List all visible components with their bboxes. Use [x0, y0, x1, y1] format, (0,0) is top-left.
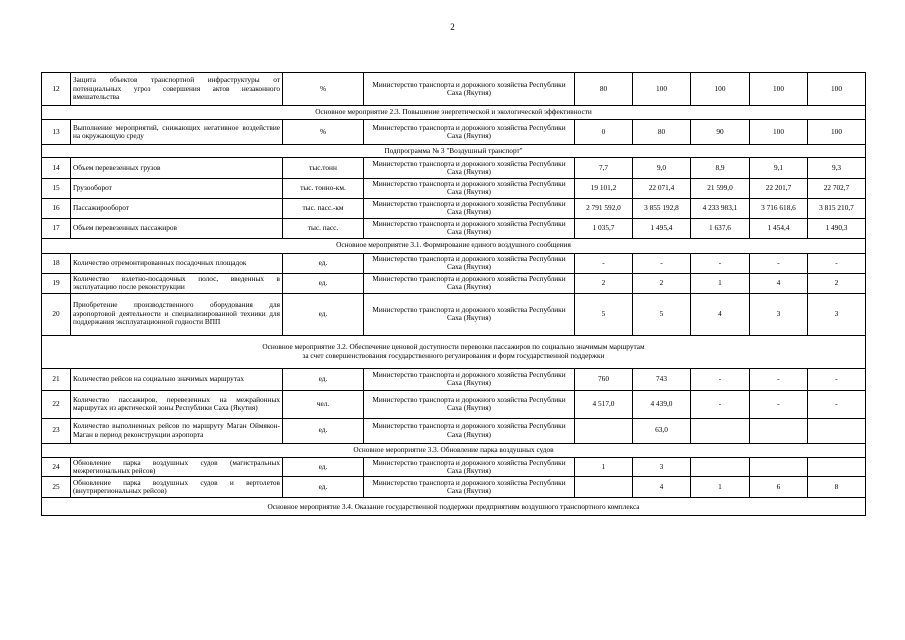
- value-cell: [808, 457, 866, 477]
- table-row: [42, 179, 866, 199]
- table-row: [42, 218, 866, 238]
- row-number: 12: [42, 73, 71, 106]
- table-body: [42, 73, 866, 516]
- value-cell: 3: [750, 293, 808, 335]
- value-cell: 100: [808, 120, 866, 145]
- value-cell: 0: [575, 120, 633, 145]
- indicator-name: Количество рейсов на социально значимых маршрутах: [71, 368, 283, 390]
- value-cell: -: [750, 390, 808, 418]
- value-cell: -: [633, 253, 691, 273]
- section-row: [42, 443, 866, 457]
- value-cell: 100: [633, 73, 691, 106]
- value-cell: -: [808, 368, 866, 390]
- value-cell: 21 599,0: [691, 179, 750, 199]
- value-cell: [750, 457, 808, 477]
- unit-cell: ед.: [283, 253, 364, 273]
- unit-cell: ед.: [283, 477, 364, 498]
- table-row: [42, 120, 866, 145]
- value-cell: [575, 477, 633, 498]
- value-cell: 80: [575, 73, 633, 106]
- value-cell: 90: [691, 120, 750, 145]
- executor-cell: Министерство транспорта и дорожного хозяйства Республики Саха (Якутия): [364, 418, 575, 443]
- value-cell: 3 716 618,6: [750, 198, 808, 218]
- unit-cell: тыс. тонно-км.: [283, 179, 364, 199]
- section-title-line: Основное мероприятие 2.3. Повышение энергетической и экологической эффективности: [315, 107, 592, 117]
- row-number: 17: [42, 218, 71, 238]
- table-row: [42, 158, 866, 179]
- value-cell: 743: [633, 368, 691, 390]
- table-row: [42, 73, 866, 106]
- executor-cell: Министерство транспорта и дорожного хозяйства Республики Саха (Якутия): [364, 73, 575, 106]
- section-title-line: Основное мероприятие 3.2. Обеспечение ценовой доступности перевозки пассажиров по социально значимым маршрутам: [262, 342, 645, 352]
- value-cell: 4: [691, 293, 750, 335]
- value-cell: 8: [808, 477, 866, 498]
- executor-cell: Министерство транспорта и дорожного хозяйства Республики Саха (Якутия): [364, 179, 575, 199]
- section-row: [42, 238, 866, 253]
- indicator-name: Объем перевезенных грузов: [71, 158, 283, 179]
- indicators-table: [41, 72, 866, 516]
- row-number: 15: [42, 179, 71, 199]
- value-cell: 5: [633, 293, 691, 335]
- value-cell: 5: [575, 293, 633, 335]
- executor-cell: Министерство транспорта и дорожного хозяйства Республики Саха (Якутия): [364, 120, 575, 145]
- value-cell: -: [750, 253, 808, 273]
- row-number: 20: [42, 293, 71, 335]
- table-row: [42, 457, 866, 477]
- value-cell: 7,7: [575, 158, 633, 179]
- table-row: [42, 390, 866, 418]
- value-cell: -: [808, 253, 866, 273]
- executor-cell: Министерство транспорта и дорожного хозяйства Республики Саха (Якутия): [364, 158, 575, 179]
- indicator-name: Защита объектов транспортной инфраструктуры от потенциальных угроз совершения актов незаконного вмешательства: [71, 73, 283, 106]
- section-row: [42, 335, 866, 368]
- table-row: [42, 368, 866, 390]
- value-cell: -: [575, 253, 633, 273]
- value-cell: 1 495,4: [633, 218, 691, 238]
- value-cell: 760: [575, 368, 633, 390]
- executor-cell: Министерство транспорта и дорожного хозяйства Республики Саха (Якутия): [364, 198, 575, 218]
- value-cell: [691, 457, 750, 477]
- unit-cell: %: [283, 73, 364, 106]
- executor-cell: Министерство транспорта и дорожного хозяйства Республики Саха (Якутия): [364, 477, 575, 498]
- row-number: 16: [42, 198, 71, 218]
- value-cell: 1 637,6: [691, 218, 750, 238]
- value-cell: 4 233 983,1: [691, 198, 750, 218]
- value-cell: 63,0: [633, 418, 691, 443]
- unit-cell: ед.: [283, 368, 364, 390]
- value-cell: 1: [691, 273, 750, 293]
- row-number: 13: [42, 120, 71, 145]
- indicator-name: Приобретение производственного оборудования для аэропортовой деятельности и специализированной техники для поддержания эксплуатационной годности ВПП: [71, 293, 283, 335]
- row-number: 21: [42, 368, 71, 390]
- value-cell: 4: [633, 477, 691, 498]
- executor-cell: Министерство транспорта и дорожного хозяйства Республики Саха (Якутия): [364, 253, 575, 273]
- executor-cell: Министерство транспорта и дорожного хозяйства Республики Саха (Якутия): [364, 293, 575, 335]
- value-cell: 100: [691, 73, 750, 106]
- value-cell: [808, 418, 866, 443]
- unit-cell: тыс. пасс.-км: [283, 198, 364, 218]
- value-cell: [750, 418, 808, 443]
- indicator-name: Объем перевезенных пассажиров: [71, 218, 283, 238]
- table-row: [42, 293, 866, 335]
- value-cell: -: [691, 368, 750, 390]
- unit-cell: %: [283, 120, 364, 145]
- section-row: [42, 106, 866, 120]
- executor-cell: Министерство транспорта и дорожного хозяйства Республики Саха (Якутия): [364, 390, 575, 418]
- value-cell: 3 855 192,8: [633, 198, 691, 218]
- executor-cell: Министерство транспорта и дорожного хозяйства Республики Саха (Якутия): [364, 218, 575, 238]
- section-row: [42, 498, 866, 516]
- value-cell: 4 439,0: [633, 390, 691, 418]
- page-number: 2: [450, 22, 455, 32]
- section-title-line: Основное мероприятие 3.4. Оказание государственной поддержки предприятиям воздушного транспортного комплекса: [267, 501, 640, 511]
- row-number: 25: [42, 477, 71, 498]
- table-row: [42, 477, 866, 498]
- section-title: [42, 498, 866, 516]
- row-number: 18: [42, 253, 71, 273]
- value-cell: 2: [808, 273, 866, 293]
- value-cell: 8,9: [691, 158, 750, 179]
- section-title: [42, 145, 866, 158]
- table-row: [42, 253, 866, 273]
- unit-cell: ед.: [283, 457, 364, 477]
- value-cell: 2: [575, 273, 633, 293]
- value-cell: 1 035,7: [575, 218, 633, 238]
- value-cell: 3: [633, 457, 691, 477]
- table-row: [42, 198, 866, 218]
- value-cell: 1 454,4: [750, 218, 808, 238]
- row-number: 23: [42, 418, 71, 443]
- value-cell: 100: [808, 73, 866, 106]
- value-cell: 9,0: [633, 158, 691, 179]
- row-number: 19: [42, 273, 71, 293]
- value-cell: 2: [633, 273, 691, 293]
- section-title-line: за счет совершенствования государственного регулирования и форм государственной поддержки: [302, 350, 605, 360]
- value-cell: 4: [750, 273, 808, 293]
- section-title: [42, 106, 866, 120]
- section-title-line: Основное мероприятие 3.3. Обновление парка воздушных судов: [353, 444, 554, 454]
- executor-cell: Министерство транспорта и дорожного хозяйства Республики Саха (Якутия): [364, 273, 575, 293]
- value-cell: -: [691, 253, 750, 273]
- row-number: 22: [42, 390, 71, 418]
- section-title-line: Основное мероприятие 3.1. Формирование единого воздушного сообщения: [336, 240, 571, 250]
- value-cell: 22 702,7: [808, 179, 866, 199]
- executor-cell: Министерство транспорта и дорожного хозяйства Республики Саха (Якутия): [364, 457, 575, 477]
- value-cell: 1: [691, 477, 750, 498]
- indicator-name: Количество взлетно-посадочных полос, введенных в эксплуатацию после реконструкции: [71, 273, 283, 293]
- indicator-name: Выполнение мероприятий, снижающих негативное воздействие на окружающую среду: [71, 120, 283, 145]
- row-number: 24: [42, 457, 71, 477]
- indicator-name: Количество пассажиров, перевезенных на межрайонных маршрутах из арктической зоны Республики Саха (Якутия): [71, 390, 283, 418]
- value-cell: 4 517,0: [575, 390, 633, 418]
- indicator-name: Количество отремонтированных посадочных площадок: [71, 253, 283, 273]
- unit-cell: чел.: [283, 390, 364, 418]
- unit-cell: тыс. пасс.: [283, 218, 364, 238]
- value-cell: 19 101,2: [575, 179, 633, 199]
- section-title: [42, 238, 866, 253]
- value-cell: 80: [633, 120, 691, 145]
- row-number: 14: [42, 158, 71, 179]
- indicator-name: Грузооборот: [71, 179, 283, 199]
- value-cell: 2 791 592,0: [575, 198, 633, 218]
- indicator-name: Пассажирооборот: [71, 198, 283, 218]
- unit-cell: тыс.тонн: [283, 158, 364, 179]
- unit-cell: ед.: [283, 273, 364, 293]
- value-cell: 22 201,7: [750, 179, 808, 199]
- indicator-name: Обновление парка воздушных судов (магистральных межрегиональных рейсов): [71, 457, 283, 477]
- value-cell: 100: [750, 120, 808, 145]
- executor-cell: Министерство транспорта и дорожного хозяйства Республики Саха (Якутия): [364, 368, 575, 390]
- value-cell: -: [691, 390, 750, 418]
- value-cell: 9,1: [750, 158, 808, 179]
- table-row: [42, 418, 866, 443]
- value-cell: -: [750, 368, 808, 390]
- value-cell: 9,3: [808, 158, 866, 179]
- value-cell: 100: [750, 73, 808, 106]
- value-cell: 1 490,3: [808, 218, 866, 238]
- value-cell: 3 815 210,7: [808, 198, 866, 218]
- value-cell: 22 071,4: [633, 179, 691, 199]
- table-row: [42, 273, 866, 293]
- section-title-line: Подпрограмма № 3 "Воздушный транспорт": [384, 145, 523, 155]
- section-title: [42, 443, 866, 457]
- value-cell: -: [808, 390, 866, 418]
- value-cell: 3: [808, 293, 866, 335]
- section-title: [42, 335, 866, 368]
- value-cell: 1: [575, 457, 633, 477]
- indicator-name: Обновление парка воздушных судов и вертолетов (внутрирегиональных рейсов): [71, 477, 283, 498]
- value-cell: [575, 418, 633, 443]
- unit-cell: ед.: [283, 418, 364, 443]
- value-cell: [691, 418, 750, 443]
- section-row: [42, 145, 866, 158]
- value-cell: 6: [750, 477, 808, 498]
- indicator-name: Количество выполненных рейсов по маршруту Маган Оймякон-Маган в период реконструкции аэропорта: [71, 418, 283, 443]
- unit-cell: ед.: [283, 293, 364, 335]
